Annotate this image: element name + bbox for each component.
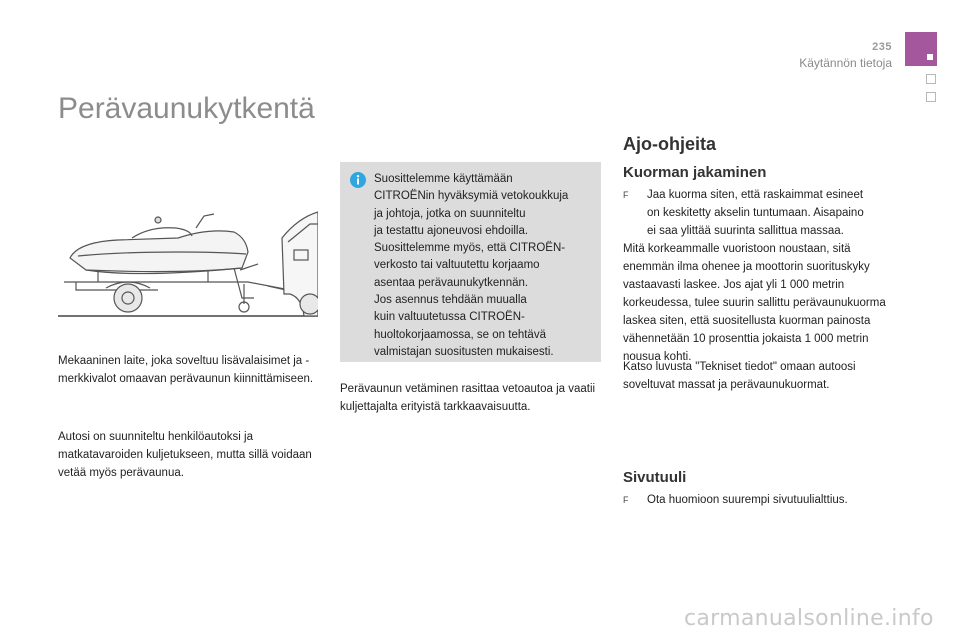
crosswind-bullet <box>623 491 895 509</box>
load-bullet-text: Jaa kuorma siten, että raskaimmat esineet on keskitetty akselin tuntumaan. Aisapaino ei saa ylittää suurinta sallittua massaa. <box>647 189 864 237</box>
chapter-tab-active[interactable] <box>905 32 937 66</box>
page-number: 235 <box>872 41 892 53</box>
load-distribution-heading: Kuorman jakaminen <box>623 164 767 181</box>
page-title: Perävaunukytkentä <box>58 92 315 125</box>
info-icon <box>350 172 366 188</box>
chapter-tab-empty-2[interactable] <box>926 92 936 102</box>
towing-warning-paragraph: Perävaunun vetäminen rasittaa vetoautoa ja vaatii kuljettajalta erityistä tarkkaavaisuutta. <box>340 383 596 413</box>
driving-advice-heading: Ajo-ohjeita <box>623 134 716 154</box>
info-box-text: Suosittelemme käyttämään CITROËNin hyväksymiä vetokoukkuja ja johtoja, jotka on suunniteltu ja testattu ajoneuvosi ehdoilla. Suosittelemme myös, että CITROËN- verkosto tai valtuutettu korjaamo asentaa perävaunukytkennän. Jos asennus tehdään muualla kuin valtuutetussa CITROËN- huoltokorjaamossa, se on tehtävä valmistajan suositusten mukaisesti. <box>374 173 569 358</box>
altitude-paragraph: Mitä korkeammalle vuoristoon noustaan, sitä enemmän ilma ohenee ja moottorin suorituskyky vastaavasti laskee. Jos ajat yli 1 000 metrin korkeudessa, tulee suurin sallittu perävaunukuorma laskea siten, että suositellusta kuorman painosta vähennetään 10 prosenttia jokaista 1 000 metrin nousua kohti. <box>623 243 886 363</box>
bullet-arrow-icon: F <box>623 190 629 200</box>
bullet-arrow-icon: F <box>623 495 629 505</box>
chapter-tab-empty-1[interactable] <box>926 74 936 84</box>
tab-square-icon <box>927 54 933 60</box>
info-box <box>340 162 601 362</box>
crosswind-bullet-text: Ota huomioon suurempi sivutuulialttius. <box>647 494 848 506</box>
crosswind-heading: Sivutuuli <box>623 469 687 486</box>
intro-paragraph: Autosi on suunniteltu henkilöautoksi ja matkatavaroiden kuljetukseen, mutta sillä voidaan vetää myös perävaunua. <box>58 431 312 479</box>
trailer-jetski-illustration <box>58 198 318 320</box>
specs-reference-paragraph: Katso luvusta "Tekniset tiedot" omaan autoosi soveltuvat massat ja perävaunukuormat. <box>623 361 856 391</box>
section-title: Käytännön tietoja <box>799 56 892 70</box>
illustration-caption: Mekaaninen laite, joka soveltuu lisävalaisimet ja -merkkivalot omaavan perävaunun kiinnittämiseen. <box>58 355 314 385</box>
load-bullet <box>623 186 895 240</box>
watermark: carmanualsonline.info <box>684 606 934 631</box>
